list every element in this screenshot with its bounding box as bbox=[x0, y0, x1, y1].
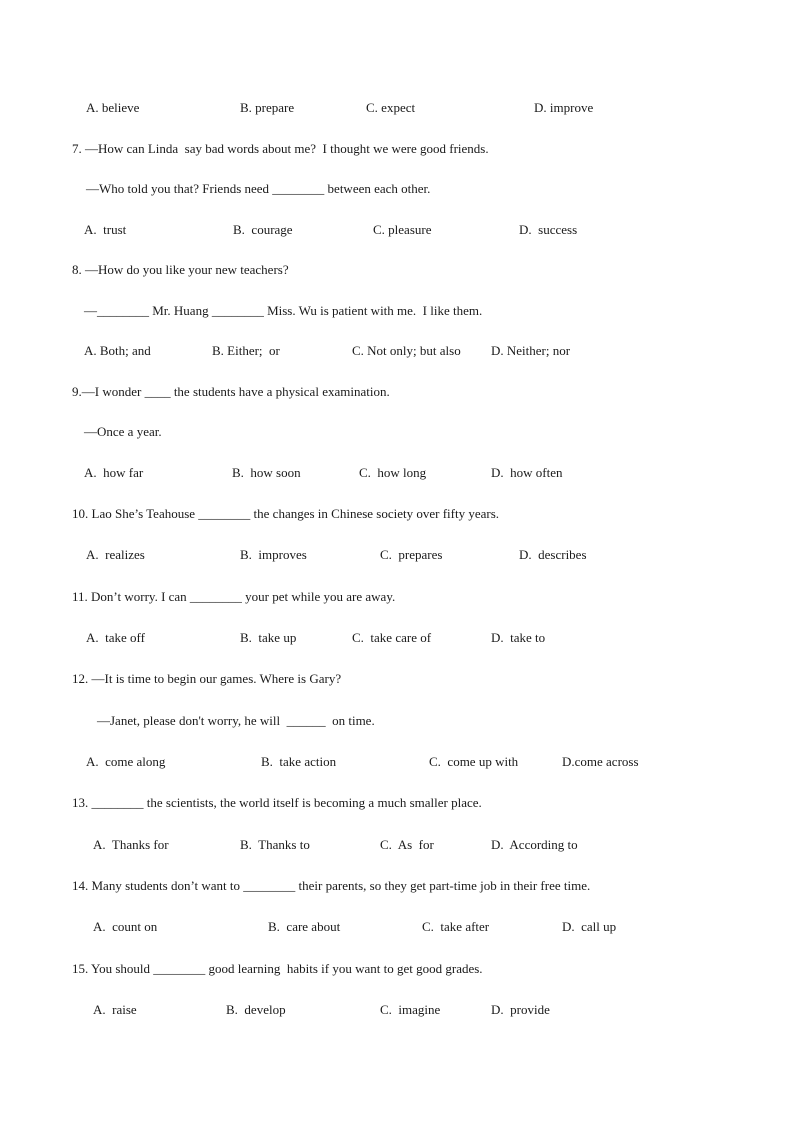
q9-option-b: B. how soon bbox=[232, 465, 301, 480]
q11-stem: 11. Don’t worry. I can ________ your pet while you are away. bbox=[72, 589, 396, 604]
q15-stem: 15. You should ________ good learning habits if you want to get good grades. bbox=[72, 961, 483, 976]
q9-option-c: C. how long bbox=[359, 465, 427, 480]
q8-option-d: D. Neither; nor bbox=[491, 343, 571, 358]
q6-option-d: D. improve bbox=[534, 100, 594, 115]
q10-option-a: A. realizes bbox=[86, 547, 145, 562]
q10-option-d: D. describes bbox=[519, 547, 587, 562]
q8-option-b: B. Either; or bbox=[212, 343, 280, 358]
q13-option-b: B. Thanks to bbox=[240, 837, 310, 852]
q12-option-c: C. come up with bbox=[429, 754, 519, 769]
q7-reply: —Who told you that? Friends need ________ between each other. bbox=[86, 181, 431, 196]
q6-option-b: B. prepare bbox=[240, 100, 295, 115]
q8-option-c: C. Not only; but also bbox=[352, 343, 461, 358]
q12-stem: 12. —It is time to begin our games. Where is Gary? bbox=[72, 671, 342, 686]
q14-option-c: C. take after bbox=[422, 919, 490, 934]
q8-option-a: A. Both; and bbox=[84, 343, 151, 358]
q13-stem: 13. ________ the scientists, the world itself is becoming a much smaller place. bbox=[72, 795, 482, 810]
q6-option-c: C. expect bbox=[366, 100, 416, 115]
q12-option-d: D.come across bbox=[562, 754, 639, 769]
q6-option-a: A. believe bbox=[86, 100, 140, 115]
q12-option-a: A. come along bbox=[86, 754, 166, 769]
q7-option-b: B. courage bbox=[233, 222, 293, 237]
q9-reply: —Once a year. bbox=[84, 424, 162, 439]
q13-option-d: D. According to bbox=[491, 837, 578, 852]
q15-option-a: A. raise bbox=[93, 1002, 137, 1017]
q14-option-b: B. care about bbox=[268, 919, 341, 934]
q7-option-d: D. success bbox=[519, 222, 578, 237]
q15-option-c: C. imagine bbox=[380, 1002, 441, 1017]
q14-option-d: D. call up bbox=[562, 919, 617, 934]
q14-stem: 14. Many students don’t want to ________ their parents, so they get part-time job in their free time. bbox=[72, 878, 591, 893]
q7-option-a: A. trust bbox=[84, 222, 127, 237]
q12-reply: —Janet, please don't worry, he will ______ on time. bbox=[97, 713, 375, 728]
q13-option-c: C. As for bbox=[380, 837, 434, 852]
q10-option-c: C. prepares bbox=[380, 547, 443, 562]
q9-option-d: D. how often bbox=[491, 465, 563, 480]
q10-stem: 10. Lao She’s Teahouse ________ the changes in Chinese society over fifty years. bbox=[72, 506, 500, 521]
q15-option-b: B. develop bbox=[226, 1002, 286, 1017]
q9-option-a: A. how far bbox=[84, 465, 144, 480]
q7-option-c: C. pleasure bbox=[373, 222, 432, 237]
q14-option-a: A. count on bbox=[93, 919, 158, 934]
q9-stem: 9.—I wonder ____ the students have a physical examination. bbox=[72, 384, 390, 399]
q8-stem: 8. —How do you like your new teachers? bbox=[72, 262, 289, 277]
q10-option-b: B. improves bbox=[240, 547, 307, 562]
q11-option-c: C. take care of bbox=[352, 630, 432, 645]
q8-reply: —________ Mr. Huang ________ Miss. Wu is patient with me. I like them. bbox=[84, 303, 483, 318]
q13-option-a: A. Thanks for bbox=[93, 837, 169, 852]
q11-option-d: D. take to bbox=[491, 630, 546, 645]
q7-stem: 7. —How can Linda say bad words about me? I thought we were good friends. bbox=[72, 141, 489, 156]
q11-option-a: A. take off bbox=[86, 630, 145, 645]
q15-option-d: D. provide bbox=[491, 1002, 550, 1017]
q12-option-b: B. take action bbox=[261, 754, 337, 769]
q11-option-b: B. take up bbox=[240, 630, 297, 645]
